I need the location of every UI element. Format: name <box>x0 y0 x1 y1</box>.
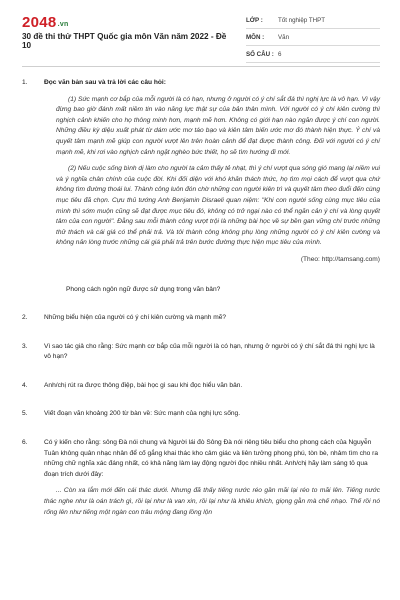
question-text: Vì sao tác giả cho rằng: Sức mạnh cơ bắp của mỗi người là có hạn, nhưng ở người có ý chí sắt đá thì nghị lực là vô hạn? <box>44 342 375 361</box>
question-number: 2. <box>22 314 28 322</box>
question-1 <box>22 78 380 276</box>
reading-passage <box>56 95 380 249</box>
meta-key: MÔN : <box>246 33 265 41</box>
meta-value: Tốt nghiệp THPT <box>278 16 326 24</box>
question-1-subquestion: Phong cách ngôn ngữ được sử dụng trong văn bản? <box>66 285 221 293</box>
question-number: 3. <box>22 342 28 350</box>
question-6 <box>22 438 380 518</box>
question-number: 4. <box>22 381 28 389</box>
page-header <box>0 0 400 64</box>
quoted-excerpt: ... Còn xa lắm mới đến cái thác dưới. Nhưng đã thấy tiếng nước réo gần mãi lại réo to mãi lên. Tiếng nước thác nghe như là oán trách gì, rồi lại như là van xin, rồi lại như là khiêu khích, giọng gằn mà chế nhạo. Thế rồi nó rống lên như tiếng một ngàn con trâu mộng đang lồng lộn <box>44 487 380 516</box>
meta-key: LỚP : <box>246 16 263 24</box>
passage-paragraph-1: (1) Sức mạnh cơ bắp của mỗi người là có hạn, nhưng ở người có ý chí sắt đá thì nghị lực là vô hạn. Vì vậy đừng bao giờ đánh mất niềm tin vào năng lực thật sự của bản thân mình. Với người có ý chí kiên cường thì nghịch cảnh khiến cho họ thông minh hơn, mạnh mẽ hơn. Không có giới hạn nào ngăn được ý chí con người. Những điều kỳ diệu xuất phát từ dám ước mơ táo bạo và kiên tâm biến ước mơ đó thành hiện thực. Ý chí và quyết tâm mạnh mẽ giúp con người vượt lên trên hoàn cảnh để đạt được thành công. Đối với người có ý chí mạnh mẽ, khi rơi vào nghịch cảnh ngặt nghèo bức thiết, họ sẽ tìm hướng đi mới. <box>56 95 380 156</box>
question-number: 5. <box>22 410 28 418</box>
question-text: Những biểu hiện của người có ý chí kiên cường và mạnh mẽ? <box>44 314 227 322</box>
header-divider <box>22 66 380 67</box>
meta-row-subject <box>246 29 380 46</box>
question-text: Viết đoạn văn khoảng 200 từ bàn về: Sức mạnh của nghị lực sống. <box>44 410 241 418</box>
question-2 <box>22 313 380 324</box>
question-3 <box>22 342 380 363</box>
exam-content <box>22 78 380 527</box>
question-text: Có ý kiến cho rằng: sông Đà nói chung và Người lái đò Sông Đà nói riêng tiêu biểu cho phong cách của Nguyễn Tuân không quân nhạc nhân để cố gắng khai thác kho cảm giác và liên tưởng phong phú, tòn bè, nhảm tìm cho ra những chữ nghĩa xác đáng nhất, có khả năng làm lay động người đọc nhiều nhất. Anh/chị hãy làm sáng tỏ qua đoạn trích dưới đây: <box>44 439 379 478</box>
passage-paragraph-2: (2) Nếu cuộc sống bình dị làm cho người ta cảm thấy tẻ nhạt, thì ý chí vượt qua sóng gió mang lại niềm vui và ý nghĩa chân chính của cuộc đời. Khi đối diện với khó khăn thách thức, họ tìm mọi cách để vượt qua chứ không tìm đường thoái lui. Thành công luôn đón chờ những con người kiên trì và quyết tâm theo đuổi đến cùng mục tiêu đã chọn. Cựu thủ tướng Anh Benjamin Disraeli quan niệm: "Khi con người sống cùng mục tiêu của mình thì sớm muộn cũng sẽ đạt được mục tiêu đó, không có trở ngại nào có thể ngăn cản ý chí và lòng quyết tâm của con người". Đằng sau mỗi thành công vượt trội là những bài học về sự bền gan vững chí trước những thử thách và cái giá có thể phải trả. Và tôi thành công không phụ lòng những người có ý chí kiên cường và không nản lòng trước những cái giá phải trả trên bước đường thực hiện mục tiêu của mình. <box>56 165 380 247</box>
passage-source: (Theo: http://tamsang.com) <box>300 255 380 263</box>
question-5 <box>22 409 380 420</box>
logo-main: 2048 <box>22 14 57 31</box>
question-number: 6. <box>22 439 28 447</box>
exam-meta-table <box>246 12 380 63</box>
question-instruction: Đọc văn bản sau và trả lời các câu hỏi: <box>44 79 166 86</box>
page-title: 30 đề thi thử THPT Quốc gia môn Văn năm 2022 - Đề 10 <box>22 32 227 50</box>
question-text: Anh/chị rút ra được thông điệp, bài học gì sau khi đọc hiểu văn bản. <box>44 381 243 389</box>
logo-suffix: .vn <box>57 21 69 28</box>
meta-row-class <box>246 12 380 29</box>
question-4 <box>22 381 380 392</box>
meta-value: Văn <box>278 33 290 41</box>
question-number: 1. <box>22 79 28 86</box>
meta-value: 6 <box>278 50 282 58</box>
meta-row-count <box>246 46 380 63</box>
meta-key: SỐ CÂU : <box>246 50 274 58</box>
site-logo[interactable] <box>22 14 69 31</box>
